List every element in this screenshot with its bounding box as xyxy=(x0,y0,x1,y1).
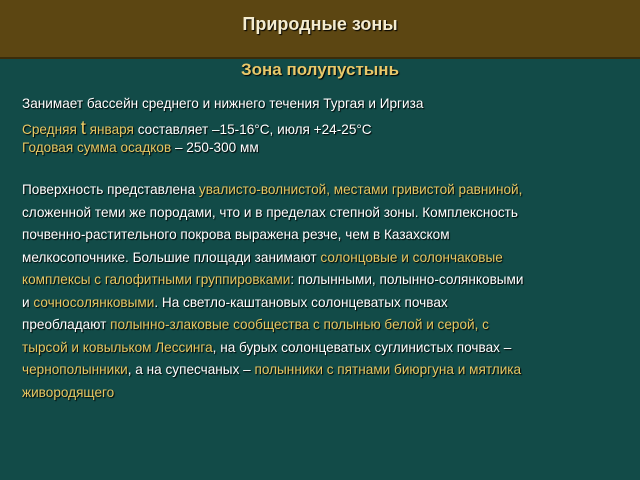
desc-text: , на бурых солонцеватых суглинистых почвах – xyxy=(212,339,512,355)
desc-line-2 xyxy=(22,202,622,225)
temp-values: составляет –15-16°С, июля +24-25°С xyxy=(137,122,372,137)
precipitation-line xyxy=(22,140,622,155)
desc-line-7 xyxy=(22,314,622,337)
desc-text: и xyxy=(22,294,30,310)
description-paragraph xyxy=(22,179,622,404)
desc-highlight: тырсой и ковыльком Лессинга xyxy=(22,339,213,355)
header-bar xyxy=(0,0,640,59)
desc-highlight: полынно-злаковые сообщества с полынью белой и серой, с xyxy=(110,317,489,332)
desc-text: , а на супесчаных – xyxy=(127,362,251,377)
slide-content xyxy=(22,96,622,404)
precip-value: – 250-300 мм xyxy=(174,140,259,155)
slide-title: Зона полупустынь xyxy=(240,60,400,79)
desc-highlight: живородящего xyxy=(22,384,115,400)
intro-line xyxy=(22,96,622,111)
desc-highlight: сочносолянковыми xyxy=(33,294,155,310)
desc-line-9 xyxy=(22,359,622,382)
temp-symbol: t xyxy=(80,118,86,139)
temp-label-january: января xyxy=(89,122,134,137)
desc-text: сложенной теми же породами, что и в пределах степной зоны. Комплексность xyxy=(22,204,518,220)
desc-line-8 xyxy=(22,337,622,360)
desc-highlight: чернополынники xyxy=(22,362,128,377)
desc-highlight: комплексы с галофитными группировками xyxy=(22,272,291,287)
desc-text: преобладают xyxy=(22,317,107,332)
desc-text: мелкосопочнике. Большие площади занимают xyxy=(22,249,317,265)
header-title: Природные зоны xyxy=(242,14,398,34)
desc-line-1 xyxy=(22,179,622,202)
desc-line-3 xyxy=(22,224,622,247)
temp-label-average: Средняя xyxy=(22,122,77,137)
desc-line-4 xyxy=(22,247,622,270)
temperature-line xyxy=(22,119,622,138)
desc-text: Поверхность представлена xyxy=(22,182,196,197)
desc-text: . На светло-каштановых солонцеватых почвах xyxy=(154,294,448,310)
desc-text: : полынными, полынно-солянковыми xyxy=(290,272,524,287)
desc-highlight: солонцовые и солончаковые xyxy=(320,249,503,265)
intro-text: Занимает бассейн среднего и нижнего течения Тургая и Иргиза xyxy=(22,96,424,111)
desc-highlight: увалисто-волнистой, местами гривистой равниной, xyxy=(198,182,523,197)
precip-label: Годовая сумма осадков xyxy=(22,140,172,155)
desc-line-5 xyxy=(22,269,622,292)
desc-text: почвенно-растительного покрова выражена резче, чем в Казахском xyxy=(22,227,450,242)
desc-line-10 xyxy=(22,382,622,405)
desc-line-6 xyxy=(22,292,622,315)
desc-highlight: полынники с пятнами биюргуна и мятлика xyxy=(254,362,522,377)
